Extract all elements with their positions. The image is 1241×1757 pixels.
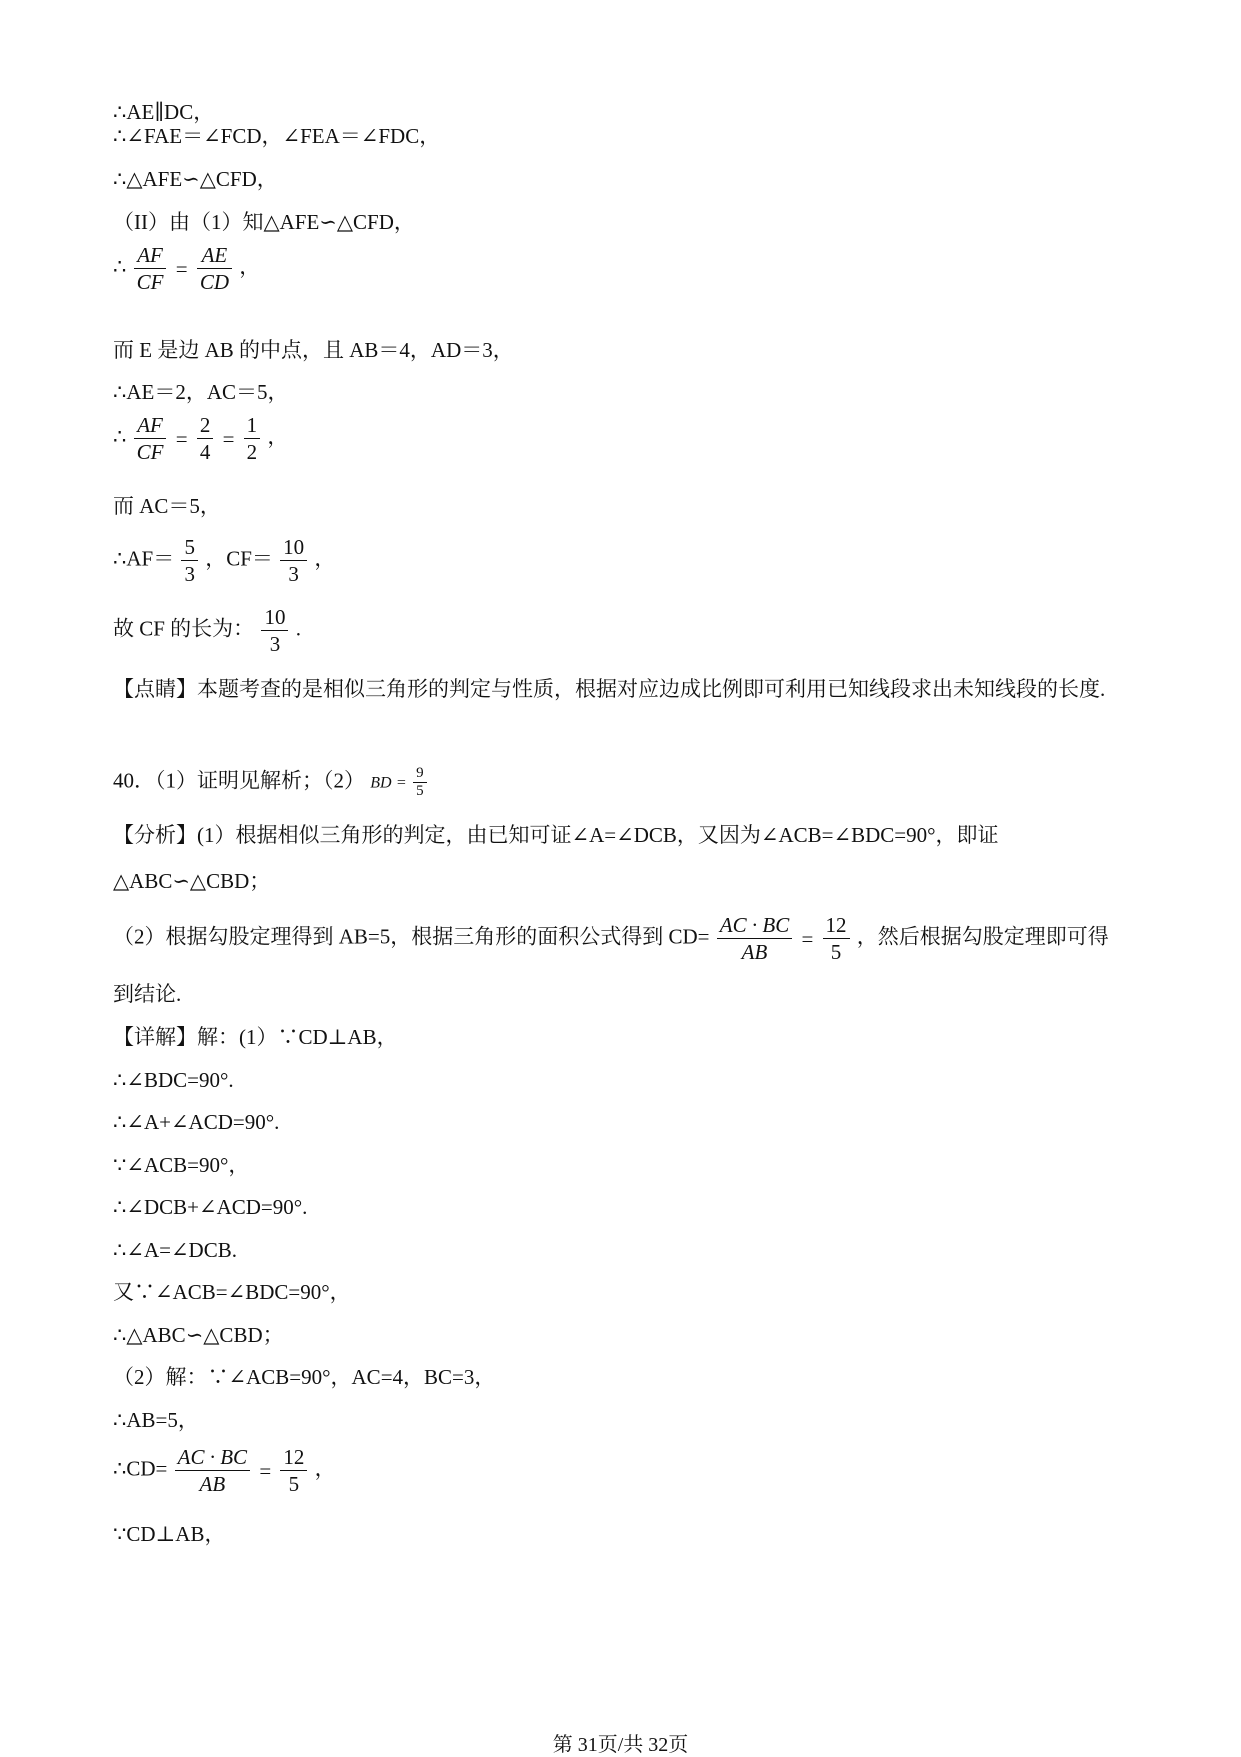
equals-sign: =	[175, 426, 188, 451]
text-prefix: ∴	[113, 254, 127, 279]
fraction-numerator: 12	[823, 912, 850, 939]
text-middle: ，CF＝	[205, 546, 273, 571]
fraction-line	[113, 912, 1109, 965]
text-prefix: （2）根据勾股定理得到 AB=5，根据三角形的面积公式得到 CD=	[113, 924, 710, 949]
text-paragraph: 【分析】(1）根据相似三角形的判定，由已知可证∠A=∠DCB，又因为∠ACB=∠BDC=90°，即证△ABC∽△CBD；	[113, 823, 999, 893]
fraction-denominator: AB	[741, 940, 768, 964]
fraction-numerator: 10	[280, 534, 307, 561]
text-line: ∴AE∥DC，	[113, 100, 215, 124]
fraction-line	[113, 765, 429, 800]
text-suffix: .	[295, 616, 301, 641]
fraction-denominator: 3	[269, 632, 281, 656]
text-line: 而 AC＝5，	[113, 494, 221, 518]
fraction-denominator: CD	[199, 270, 229, 294]
text-line: 又∵∠ACB=∠BDC=90°，	[113, 1280, 351, 1304]
fraction-numerator: 5	[181, 534, 198, 561]
text-line: 到结论.	[113, 982, 182, 1006]
fraction-numerator: AC · BC	[175, 1444, 250, 1471]
fraction-denominator: 5	[830, 940, 842, 964]
fraction-numerator: AF	[134, 242, 167, 269]
fraction-numerator: AC · BC	[717, 912, 792, 939]
fraction-denominator: 2	[246, 440, 258, 464]
fraction	[823, 912, 850, 965]
text-paragraph: 【点睛】本题考查的是相似三角形的判定与性质，根据对应边成比例即可利用已知线段求出未知线段的长度.	[113, 677, 1106, 701]
text-line: （II）由（1）知△AFE∽△CFD，	[113, 210, 415, 234]
text-line: ∴△ABC∽△CBD；	[113, 1323, 284, 1347]
fraction	[280, 1444, 307, 1497]
fraction-line	[113, 412, 288, 465]
text-line: ∴AB=5，	[113, 1408, 199, 1432]
text-suffix: ，	[314, 1456, 336, 1481]
text-line: ∴△AFE∽△CFD，	[113, 167, 278, 191]
text-suffix: ，然后根据勾股定理即可得	[856, 924, 1109, 949]
text-line: ∴∠FAE＝∠FCD，∠FEA＝∠FDC，	[113, 124, 441, 148]
equals-sign: =	[396, 774, 406, 792]
text-line: ∴∠BDC=90°.	[113, 1068, 234, 1092]
text-line: ∵CD⊥AB，	[113, 1522, 226, 1546]
fraction-line	[113, 1444, 336, 1497]
text-line: ∴AE＝2，AC＝5，	[113, 380, 289, 404]
fraction-numerator: 1	[244, 412, 261, 439]
text-line: ∴∠A=∠DCB.	[113, 1238, 237, 1262]
fraction-numerator: 10	[261, 604, 288, 631]
fraction	[134, 412, 167, 465]
equals-sign: =	[175, 256, 188, 281]
text-suffix: ，	[239, 254, 261, 279]
text-prefix: ∴CD=	[113, 1456, 168, 1481]
text-suffix: ，	[314, 546, 336, 571]
equals-sign: =	[801, 926, 814, 951]
fraction	[280, 534, 307, 587]
fraction-denominator: 5	[416, 783, 424, 799]
fraction	[197, 412, 214, 465]
fraction-denominator: 5	[288, 1472, 300, 1496]
fraction-line	[113, 242, 260, 295]
page-footer: 第 31页/共 32页	[552, 1734, 689, 1756]
text-prefix: 故 CF 的长为：	[113, 616, 255, 641]
fraction-denominator: CF	[136, 270, 164, 294]
text-suffix: ，	[267, 424, 289, 449]
text-line: 而 E 是边 AB 的中点，且 AB＝4，AD＝3，	[113, 338, 514, 362]
fraction-denominator: 3	[184, 562, 195, 586]
text-line: ∵∠ACB=90°，	[113, 1153, 250, 1177]
fraction-denominator: 3	[288, 562, 299, 586]
fraction-line	[113, 604, 301, 657]
equals-sign: =	[222, 426, 235, 451]
fraction	[197, 242, 232, 295]
fraction-denominator: AB	[199, 1472, 226, 1496]
fraction-numerator: 2	[197, 412, 214, 439]
equals-sign: =	[259, 1458, 272, 1483]
text-prefix: ∴AF＝	[113, 546, 175, 571]
text-line: ∴∠DCB+∠ACD=90°.	[113, 1195, 308, 1219]
fraction	[244, 412, 261, 465]
fraction-denominator: CF	[136, 440, 164, 464]
fraction	[261, 604, 288, 657]
text-line: ∴∠A+∠ACD=90°.	[113, 1110, 280, 1134]
text-prefix: ∴	[113, 424, 127, 449]
variable-name: BD	[370, 774, 392, 792]
fraction	[181, 534, 198, 587]
fraction-numerator: 9	[413, 765, 427, 783]
text-line: 【详解】解：(1）∵CD⊥AB，	[113, 1025, 398, 1049]
text-line: （2）解：∵∠ACB=90°，AC=4，BC=3，	[113, 1365, 496, 1389]
fraction-numerator: AF	[134, 412, 167, 439]
fraction	[717, 912, 792, 965]
fraction-numerator: 12	[280, 1444, 307, 1471]
fraction	[175, 1444, 250, 1497]
fraction	[134, 242, 167, 295]
fraction-numerator: AE	[197, 242, 232, 269]
fraction	[413, 765, 427, 800]
fraction-denominator: 4	[199, 440, 211, 464]
text-prefix: 40．（1）证明见解析；（2）	[113, 768, 365, 793]
fraction-line	[113, 534, 335, 587]
